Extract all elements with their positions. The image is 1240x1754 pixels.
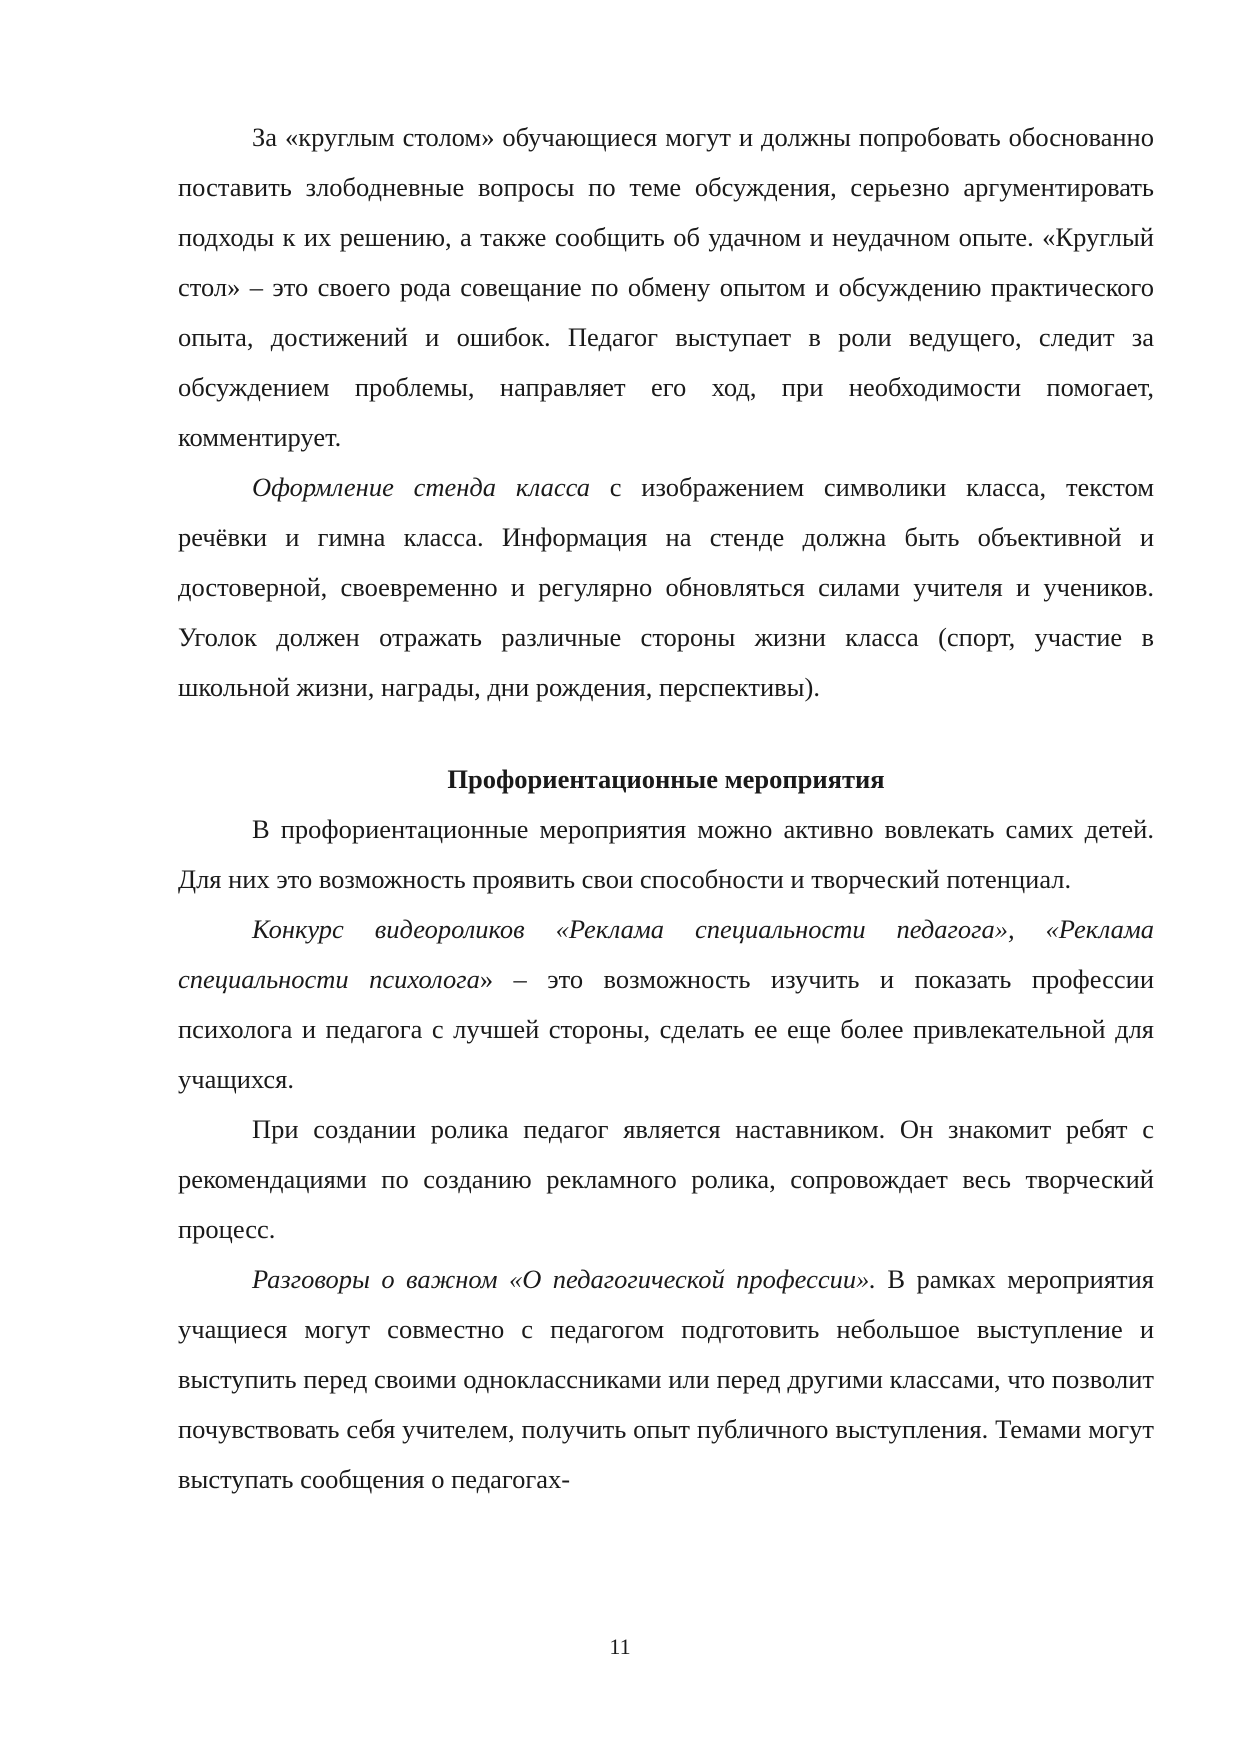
paragraph-round-table-text: За «круглым столом» обучающиеся могут и должны попробовать обоснованно поставить злободневные вопросы по теме обсуждения, серьезно аргументировать подходы к их решению, а также сообщить об удачном и неудачном опыте. «Круглый стол» – это своего рода совещание по обмену опытом и обсуждению практического опыта, достижений и ошибок. Педагог выступает в роли ведущего, следит за обсуждением проблемы, направляет его ход, при необходимости помогает, комментирует. bbox=[178, 122, 1154, 452]
paragraph-video-creation bbox=[178, 1104, 1154, 1254]
paragraph-career-intro bbox=[178, 804, 1154, 904]
paragraph-class-stand-text: с изображением символики класса, текстом речёвки и гимна класса. Информация на стенде должна быть объективной и достоверной, своевременно и регулярно обновляться силами учителя и учеников. Уголок должен отражать различные стороны жизни класса (спорт, участие в школьной жизни, награды, дни рождения, перспективы). bbox=[178, 472, 1155, 702]
document-page bbox=[178, 112, 1154, 1504]
page-number: 11 bbox=[609, 1634, 631, 1659]
paragraph-video-creation-text: При создании ролика педагог является наставником. Он знакомит ребят с рекомендациями по созданию рекламного ролика, сопровождает весь творческий процесс. bbox=[178, 1114, 1154, 1244]
section-gap bbox=[178, 712, 1154, 754]
paragraph-video-contest-italic: Конкурс видеороликов «Реклама специальности педагога», «Реклама специальности психолога bbox=[178, 914, 1154, 994]
paragraph-video-contest-text: » – это возможность изучить и показать профессии психолога и педагога с лучшей стороны, сделать ее еще более привлекательной для учащихся. bbox=[178, 964, 1154, 1094]
section-heading: Профориентационные мероприятия bbox=[447, 764, 885, 794]
paragraph-class-stand-italic: Оформление стенда класса bbox=[252, 472, 590, 502]
paragraph-video-contest bbox=[178, 904, 1154, 1104]
paragraph-important-talks-text: В рамках мероприятия учащиеся могут совместно с педагогом подготовить небольшое выступление и выступить перед своими одноклассниками или перед другими классами, что позволит почувствовать себя учителем, получить опыт публичного выступления. Темами могут выступать сообщения о педагогах- bbox=[178, 1264, 1154, 1494]
paragraph-important-talks-italic: Разговоры о важном «О педагогической профессии». bbox=[252, 1264, 876, 1294]
paragraph-class-stand bbox=[178, 462, 1154, 712]
paragraph-important-talks bbox=[178, 1254, 1154, 1504]
paragraph-round-table bbox=[178, 112, 1154, 462]
paragraph-career-intro-text: В профориентационные мероприятия можно активно вовлекать самих детей. Для них это возможность проявить свои способности и творческий потенциал. bbox=[178, 814, 1154, 894]
